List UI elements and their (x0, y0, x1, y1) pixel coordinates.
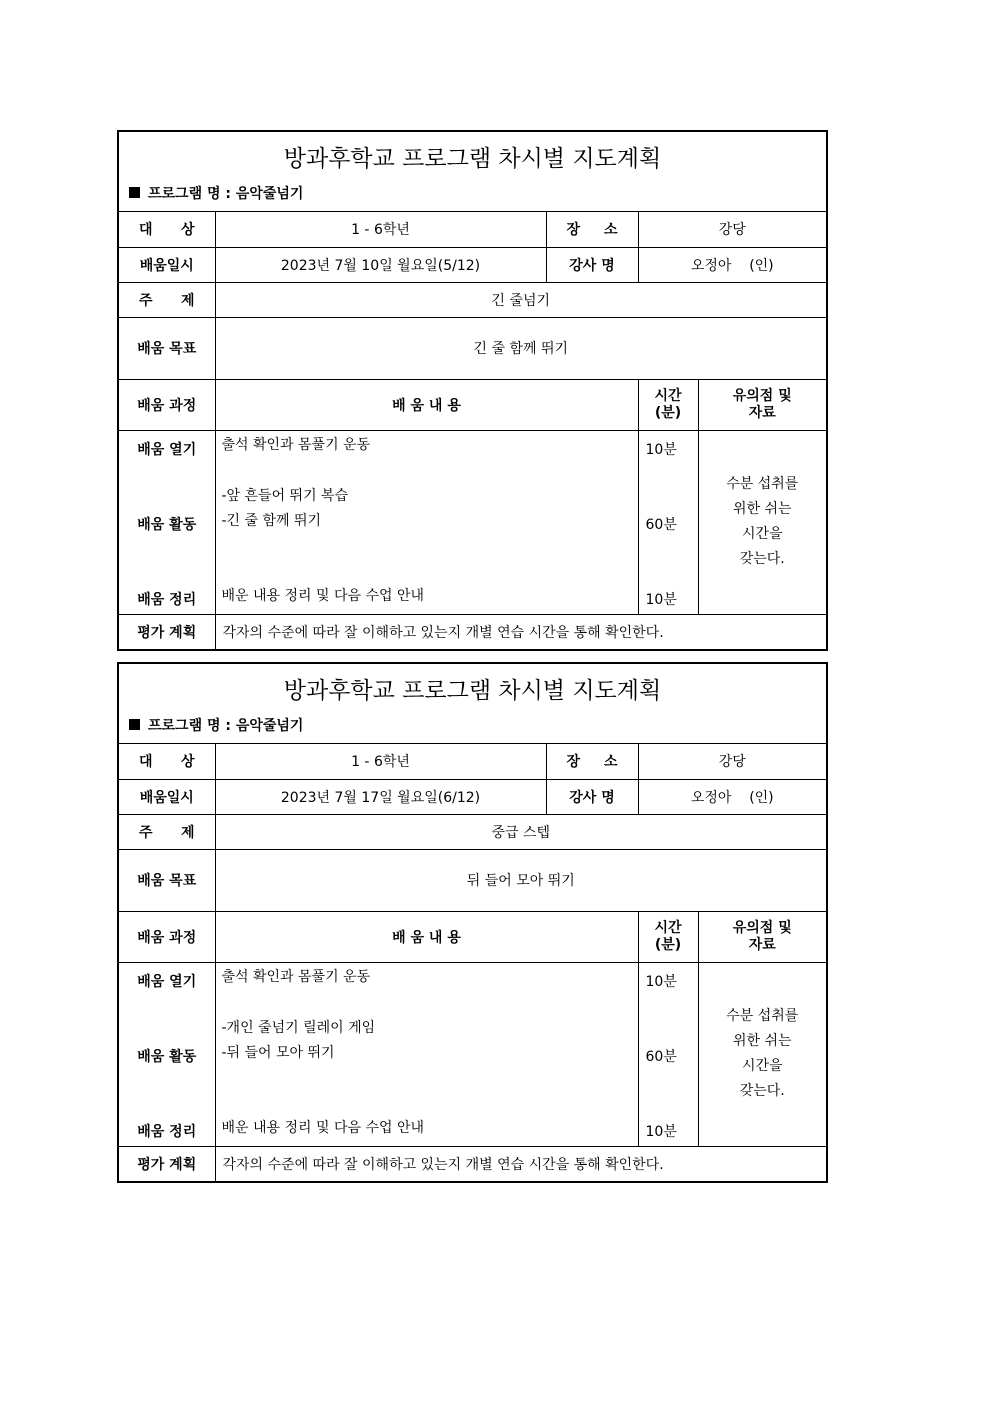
datetime-value: 2023년 7월 17일 월요일(6/12) (215, 779, 546, 814)
topic-row (119, 282, 826, 317)
plan-title: 방과후학교 프로그램 차시별 지도계획 (283, 146, 662, 172)
topic-row (119, 814, 826, 849)
content-activity-2: -긴 줄 함께 뛰기 (221, 512, 322, 529)
square-bullet-icon (129, 719, 140, 730)
text: 주 (139, 824, 153, 841)
time-close: 10분 (645, 1123, 677, 1140)
text: 장 (566, 754, 581, 771)
text: 유의점 및 (732, 387, 792, 404)
time-close: 10분 (645, 591, 677, 608)
program-name-text: 프로그램 명 : 음악줄넘기 (148, 186, 304, 202)
place-label (546, 744, 638, 779)
time-header (638, 911, 698, 962)
content-activity-1: -앞 흔들어 뛰기 복습 (221, 487, 349, 504)
text: 제 (180, 292, 195, 309)
stage-contents (215, 962, 638, 1146)
program-name (129, 715, 303, 735)
goal-label: 배움 목표 (119, 849, 215, 911)
text: 대 (139, 222, 153, 239)
notes-cell (698, 430, 826, 614)
evaluation-row (119, 1146, 826, 1181)
text: 시간을 (741, 526, 783, 542)
stage-labels (119, 962, 215, 1146)
content-close: 배운 내용 정리 및 다음 수업 안내 (221, 1119, 425, 1136)
target-row (119, 212, 826, 247)
notes-cell (698, 962, 826, 1146)
plan-title: 방과후학교 프로그램 차시별 지도계획 (283, 678, 662, 704)
target-label (119, 212, 215, 247)
content-open: 출석 확인과 몸풀기 운동 (221, 436, 371, 453)
text: (분) (654, 404, 682, 421)
stage-contents (215, 430, 638, 614)
goal-value: 뒤 들어 모아 뛰기 (215, 849, 826, 911)
evaluation-label: 평가 계획 (119, 1146, 215, 1181)
text: 시간 (654, 387, 682, 404)
time-open: 10분 (645, 973, 677, 990)
content-header: 배 움 내 용 (215, 379, 638, 430)
target-value: 1 - 6학년 (215, 744, 546, 779)
datetime-label: 배움일시 (119, 779, 215, 814)
stage-open-label: 배움 열기 (137, 973, 197, 990)
place-label (546, 212, 638, 247)
topic-value: 긴 줄넘기 (215, 282, 826, 317)
text: 대 (139, 754, 153, 771)
text: 수분 섭취를 (726, 1008, 799, 1024)
target-row (119, 744, 826, 779)
goal-value: 긴 줄 함께 뛰기 (215, 317, 826, 379)
time-activity: 60분 (645, 516, 677, 533)
text: (분) (654, 936, 682, 953)
instructor-value: 오정아 (인) (638, 247, 826, 282)
text: 소 (603, 222, 618, 239)
topic-label (119, 814, 215, 849)
evaluation-value: 각자의 수준에 따라 잘 이해하고 있는지 개별 연습 시간을 통해 확인한다. (215, 614, 826, 649)
program-name-text: 프로그램 명 : 음악줄넘기 (148, 718, 304, 734)
text: 제 (180, 824, 195, 841)
goal-row (119, 849, 826, 911)
instructor-value: 오정아 (인) (638, 779, 826, 814)
topic-value: 중급 스텝 (215, 814, 826, 849)
stage-times (638, 430, 698, 614)
text: 유의점 및 (732, 919, 792, 936)
evaluation-value: 각자의 수준에 따라 잘 이해하고 있는지 개별 연습 시간을 통해 확인한다. (215, 1146, 826, 1181)
target-label (119, 744, 215, 779)
place-value: 강당 (638, 212, 826, 247)
plan-table (119, 744, 826, 1181)
process-label: 배움 과정 (119, 911, 215, 962)
datetime-value: 2023년 7월 10일 월요일(5/12) (215, 247, 546, 282)
process-body-row (119, 430, 826, 614)
text: 위한 쉬는 (732, 501, 792, 517)
datetime-row (119, 779, 826, 814)
process-header-row (119, 379, 826, 430)
stage-labels (119, 430, 215, 614)
place-value: 강당 (638, 744, 826, 779)
plan-table (119, 212, 826, 649)
text: 자료 (748, 404, 776, 421)
stage-close-label: 배움 정리 (137, 591, 197, 608)
stage-activity-label: 배움 활동 (137, 1048, 197, 1065)
content-open: 출석 확인과 몸풀기 운동 (221, 968, 371, 985)
datetime-row (119, 247, 826, 282)
time-activity: 60분 (645, 1048, 677, 1065)
evaluation-label: 평가 계획 (119, 614, 215, 649)
stage-close-label: 배움 정리 (137, 1123, 197, 1140)
notes-header (698, 379, 826, 430)
plan-header (119, 664, 826, 744)
text: 주 (139, 292, 153, 309)
text: 갖는다. (739, 1083, 785, 1099)
process-label: 배움 과정 (119, 379, 215, 430)
notes-header (698, 911, 826, 962)
instructor-label: 강사 명 (546, 247, 638, 282)
content-header: 배 움 내 용 (215, 911, 638, 962)
topic-label (119, 282, 215, 317)
text: 수분 섭취를 (726, 476, 799, 492)
stage-activity-label: 배움 활동 (137, 516, 197, 533)
plan-header (119, 132, 826, 212)
program-name (129, 183, 303, 203)
stage-times (638, 962, 698, 1146)
time-header (638, 379, 698, 430)
evaluation-row (119, 614, 826, 649)
time-open: 10분 (645, 441, 677, 458)
text: 시간을 (741, 1058, 783, 1074)
text: 갖는다. (739, 551, 785, 567)
text: 상 (180, 754, 195, 771)
text: 자료 (748, 936, 776, 953)
stage-open-label: 배움 열기 (137, 441, 197, 458)
goal-label: 배움 목표 (119, 317, 215, 379)
content-close: 배운 내용 정리 및 다음 수업 안내 (221, 587, 425, 604)
square-bullet-icon (129, 187, 140, 198)
text: 상 (180, 222, 195, 239)
text: 장 (566, 222, 581, 239)
text: 시간 (654, 919, 682, 936)
lesson-plan-2 (117, 662, 828, 1183)
datetime-label: 배움일시 (119, 247, 215, 282)
goal-row (119, 317, 826, 379)
target-value: 1 - 6학년 (215, 212, 546, 247)
text: 위한 쉬는 (732, 1033, 792, 1049)
process-body-row (119, 962, 826, 1146)
instructor-label: 강사 명 (546, 779, 638, 814)
content-activity-1: -개인 줄넘기 릴레이 게임 (221, 1019, 376, 1036)
lesson-plan-1 (117, 130, 828, 651)
process-header-row (119, 911, 826, 962)
content-activity-2: -뒤 들어 모아 뛰기 (221, 1044, 335, 1061)
text: 소 (603, 754, 618, 771)
